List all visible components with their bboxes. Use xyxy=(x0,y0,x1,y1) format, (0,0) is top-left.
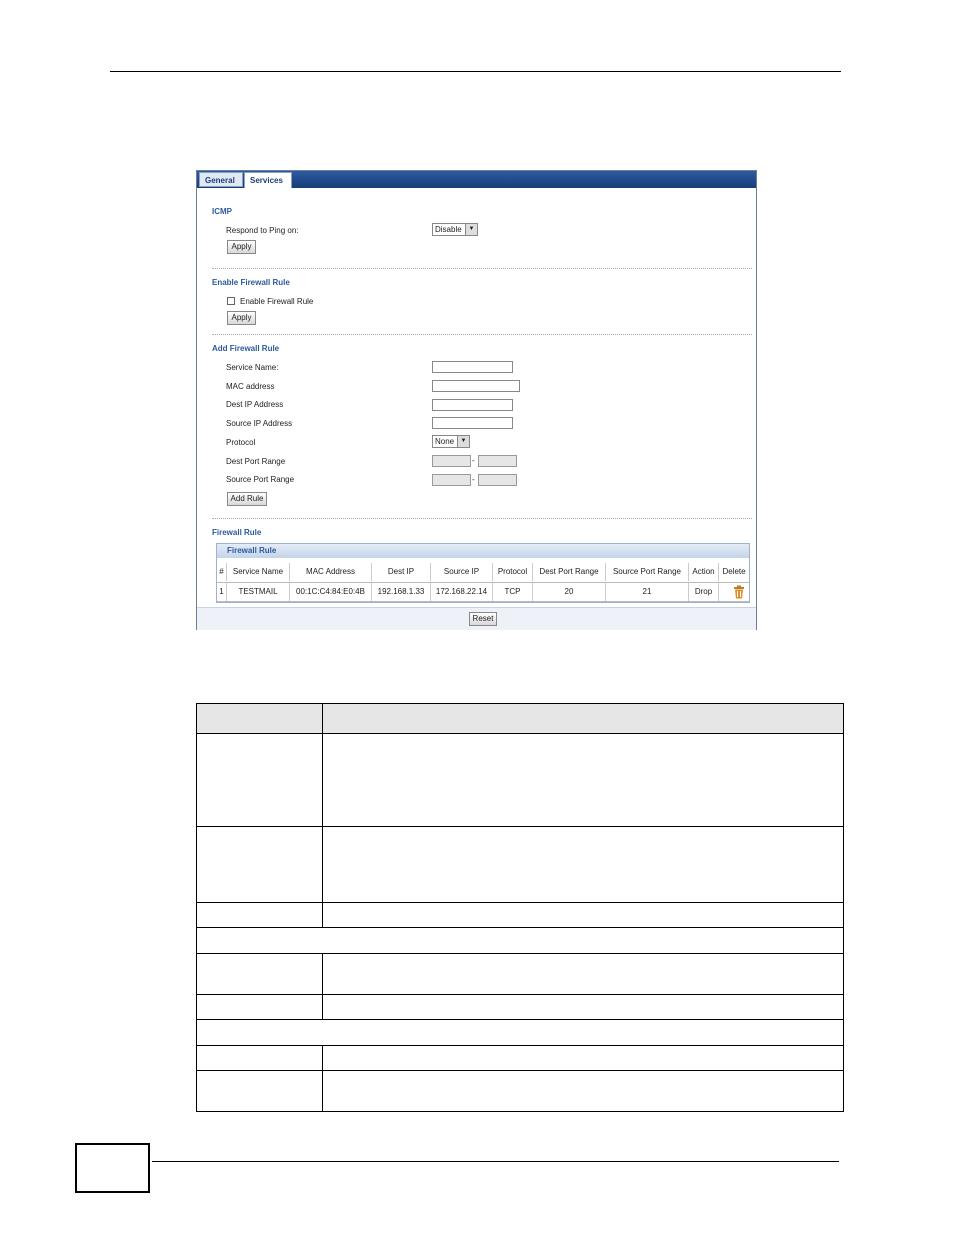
footer-rule xyxy=(152,1161,839,1162)
respond-ping-value: Disable xyxy=(435,225,462,234)
protocol-select[interactable] xyxy=(432,435,470,448)
mac-address-label: MAC address xyxy=(226,382,275,391)
source-port-end-input[interactable] xyxy=(478,474,517,486)
description-table xyxy=(196,703,844,1112)
table-cell xyxy=(196,1070,323,1112)
service-name-input[interactable] xyxy=(432,361,513,373)
protocol-label: Protocol xyxy=(226,438,256,447)
chevron-down-icon: ▼ xyxy=(465,224,477,235)
header-rule xyxy=(110,71,841,72)
range-separator: - xyxy=(472,456,475,465)
row-divider xyxy=(217,601,749,602)
add-rule-title: Add Firewall Rule xyxy=(212,344,280,353)
col-source-port-range: Source Port Range xyxy=(606,563,689,581)
dest-port-end-input[interactable] xyxy=(478,455,517,467)
table-cell xyxy=(322,994,844,1020)
col-num: # xyxy=(217,563,227,581)
col-source-ip: Source IP xyxy=(431,563,493,581)
respond-ping-select[interactable] xyxy=(432,223,478,236)
enable-rule-title: Enable Firewall Rule xyxy=(212,278,290,287)
table-cell xyxy=(322,1070,844,1112)
table-cell xyxy=(196,953,323,995)
col-service-name: Service Name xyxy=(227,563,290,581)
table-cell xyxy=(322,953,844,995)
tab-general[interactable]: General xyxy=(199,172,243,187)
row-action: Drop xyxy=(689,583,719,601)
table-cell xyxy=(196,1045,323,1071)
page-number-box xyxy=(75,1143,150,1193)
row-mac-address: 00:1C:C4:84:E0:4B xyxy=(290,583,372,601)
row-dest-ip: 192.168.1.33 xyxy=(372,583,431,601)
col-dest-port-range: Dest Port Range xyxy=(533,563,606,581)
divider xyxy=(212,268,752,269)
enable-rule-checkbox[interactable] xyxy=(227,297,235,305)
mac-address-input[interactable] xyxy=(432,380,520,392)
reset-button[interactable]: Reset xyxy=(469,612,497,626)
firewall-rule-table-title: Firewall Rule xyxy=(227,546,277,555)
row-source-port-range: 21 xyxy=(606,583,689,601)
row-protocol: TCP xyxy=(493,583,533,601)
divider xyxy=(212,518,752,519)
table-cell xyxy=(196,826,323,903)
table-section-row xyxy=(196,1019,844,1046)
chevron-down-icon: ▼ xyxy=(457,436,469,447)
firewall-rule-table-header xyxy=(217,544,749,558)
col-action: Action xyxy=(689,563,719,581)
add-rule-button[interactable]: Add Rule xyxy=(227,492,267,506)
range-separator: - xyxy=(472,475,475,484)
icmp-title: ICMP xyxy=(212,207,232,216)
col-mac-address: MAC Address xyxy=(290,563,372,581)
dest-port-label: Dest Port Range xyxy=(226,457,286,466)
service-name-label: Service Name: xyxy=(226,363,279,372)
dest-port-start-input[interactable] xyxy=(432,455,471,467)
services-screen xyxy=(196,170,757,630)
table-cell xyxy=(196,902,323,928)
dest-ip-input[interactable] xyxy=(432,399,513,411)
icmp-apply-button[interactable]: Apply xyxy=(227,240,256,254)
col-protocol: Protocol xyxy=(493,563,533,581)
table-cell xyxy=(322,826,844,903)
divider xyxy=(212,334,752,335)
table-cell xyxy=(322,902,844,928)
tab-bar xyxy=(197,171,756,188)
source-ip-input[interactable] xyxy=(432,417,513,429)
source-ip-label: Source IP Address xyxy=(226,419,293,428)
row-source-ip: 172.168.22.14 xyxy=(431,583,493,601)
row-dest-port-range: 20 xyxy=(533,583,606,601)
reset-bar xyxy=(197,607,756,630)
table-section-row xyxy=(196,927,844,954)
col-dest-ip: Dest IP xyxy=(372,563,431,581)
tab-services[interactable]: Services xyxy=(244,172,292,188)
table-cell xyxy=(322,1045,844,1071)
table-cell xyxy=(196,733,323,827)
dest-ip-label: Dest IP Address xyxy=(226,400,284,409)
protocol-value: None xyxy=(435,437,455,446)
firewall-rule-section-title: Firewall Rule xyxy=(212,528,262,537)
row-num: 1 xyxy=(217,583,227,601)
table-header-cell xyxy=(196,703,323,734)
firewall-rule-table xyxy=(216,543,750,603)
enable-rule-checkbox-label: Enable Firewall Rule xyxy=(240,297,314,306)
col-delete: Delete xyxy=(722,567,746,576)
table-header-cell xyxy=(322,703,844,734)
enable-rule-apply-button[interactable]: Apply xyxy=(227,311,256,325)
trash-icon[interactable] xyxy=(733,585,745,599)
source-port-start-input[interactable] xyxy=(432,474,471,486)
table-cell xyxy=(322,733,844,827)
respond-ping-label: Respond to Ping on: xyxy=(226,226,299,235)
source-port-label: Source Port Range xyxy=(226,475,295,484)
row-service-name: TESTMAIL xyxy=(227,583,290,601)
table-cell xyxy=(196,994,323,1020)
